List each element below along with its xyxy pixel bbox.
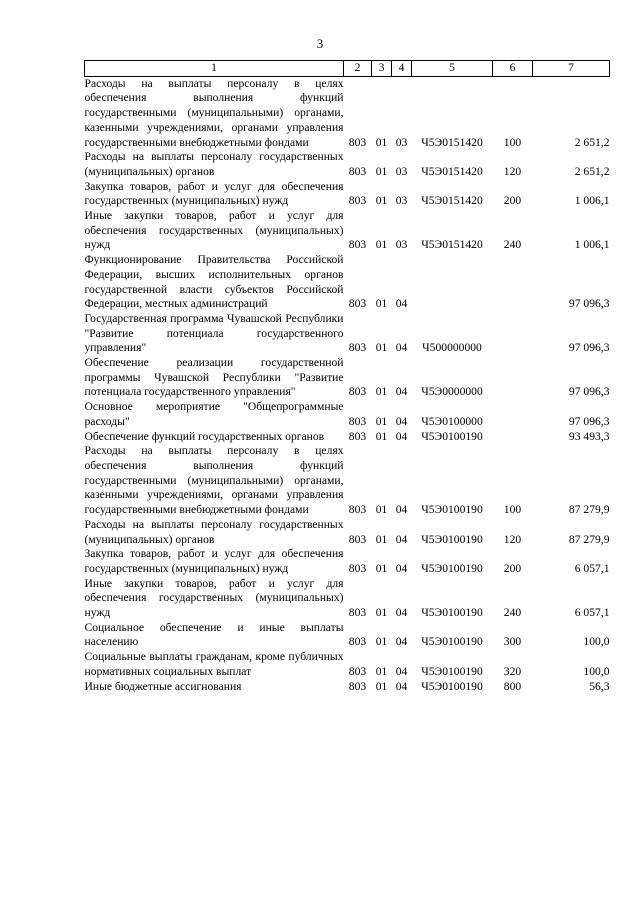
- cell-pr: 04: [395, 429, 408, 443]
- cell-sum: 87 279,9: [568, 503, 610, 517]
- column-header: 4: [392, 61, 412, 77]
- cell-rz: 01: [375, 238, 388, 252]
- cell-csr: Ч5Э0100190: [421, 503, 483, 517]
- cell-gr: 803: [348, 135, 367, 149]
- cell-vr: 300: [503, 635, 522, 649]
- cell-rz: 01: [375, 561, 388, 575]
- table-row: [85, 253, 610, 312]
- table-row: [85, 621, 610, 650]
- table-row: [85, 547, 610, 576]
- cell-sum: 2 651,2: [574, 135, 610, 149]
- cell-pr: 04: [395, 606, 408, 620]
- column-header: 6: [493, 61, 533, 77]
- cell-pr: 03: [395, 194, 408, 208]
- cell-csr: Ч5Э0151420: [421, 135, 483, 149]
- table-row: [85, 444, 610, 518]
- cell-pr: 04: [395, 679, 408, 693]
- cell-name: Расходы на выплаты персоналу государственных (муниципальных) органов: [84, 150, 344, 178]
- table-row: [85, 312, 610, 356]
- cell-sum: 1 006,1: [574, 238, 610, 252]
- column-header: 5: [412, 61, 493, 77]
- cell-gr: 803: [348, 341, 367, 355]
- table-row: [85, 76, 610, 150]
- cell-pr: 04: [395, 341, 408, 355]
- cell-gr: 803: [348, 164, 367, 178]
- cell-pr: 04: [395, 561, 408, 575]
- table-row: [85, 430, 610, 445]
- cell-name: Социальное обеспечение и иные выплаты населению: [84, 620, 344, 649]
- cell-pr: 03: [395, 238, 408, 252]
- column-header: 1: [85, 61, 344, 77]
- cell-csr: Ч5Э0151420: [421, 194, 483, 208]
- cell-vr: [493, 356, 533, 400]
- cell-name: Расходы на выплаты персоналу в целях обеспечения выполнения функций государственными (муниципальными) органами, казенными учреждениями, органами управления государственными внебюджетными фондами: [84, 444, 344, 517]
- cell-vr: 800: [503, 679, 522, 693]
- cell-csr: Ч5Э0100190: [421, 664, 483, 678]
- cell-pr: 04: [395, 532, 408, 546]
- cell-sum: 1 006,1: [574, 194, 610, 208]
- cell-name: Основное мероприятие "Общепрограммные расходы": [84, 400, 344, 428]
- cell-csr: [412, 253, 493, 312]
- table-row: [85, 518, 610, 547]
- cell-pr: 04: [395, 414, 408, 428]
- cell-pr: 03: [395, 135, 408, 149]
- table-row: [85, 180, 610, 209]
- cell-name: Обеспечение реализации государственной программы Чувашской Республики "Развитие потенциала государственного управления": [84, 356, 344, 399]
- cell-rz: 01: [375, 503, 388, 517]
- cell-gr: 803: [348, 503, 367, 517]
- cell-vr: [493, 400, 533, 429]
- cell-name: Государственная программа Чувашской Республики "Развитие потенциала государственного управления": [84, 311, 344, 355]
- cell-sum: 97 096,3: [568, 341, 610, 355]
- cell-pr: 03: [395, 164, 408, 178]
- cell-vr: 200: [503, 194, 522, 208]
- cell-vr: 240: [503, 238, 522, 252]
- cell-name: Иные закупки товаров, работ и услуг для обеспечения государственных (муниципальных) нужд: [84, 209, 344, 252]
- cell-name: Расходы на выплаты персоналу в целях обеспечения выполнения функций государственными (муниципальными) органами, казенными учреждениями, органами управления государственными внебюджетными фондами: [84, 76, 344, 149]
- page-number: 3: [316, 36, 324, 51]
- cell-csr: Ч5Э0100190: [421, 429, 483, 443]
- cell-gr: 803: [348, 561, 367, 575]
- cell-gr: 803: [348, 606, 367, 620]
- cell-rz: 01: [375, 194, 388, 208]
- cell-sum: 6 057,1: [574, 561, 610, 575]
- cell-sum: 100,0: [583, 635, 610, 649]
- cell-gr: 803: [348, 297, 367, 311]
- cell-csr: Ч500000000: [422, 341, 482, 355]
- cell-name: Закупка товаров, работ и услуг для обеспечения государственных (муниципальных) нужд: [84, 547, 344, 575]
- cell-vr: [493, 312, 533, 356]
- cell-csr: Ч5Э0100000: [421, 414, 483, 428]
- cell-rz: 01: [375, 606, 388, 620]
- cell-name: Иные закупки товаров, работ и услуг для обеспечения государственных (муниципальных) нужд: [84, 576, 344, 620]
- budget-table: [84, 60, 610, 694]
- cell-vr: 120: [503, 532, 522, 546]
- cell-name: Обеспечение функций государственных органов: [84, 429, 325, 443]
- cell-rz: 01: [375, 429, 388, 443]
- column-header: 7: [533, 61, 610, 77]
- cell-csr: Ч5Э0100190: [421, 561, 483, 575]
- cell-name: Функционирование Правительства Российской Федерации, высших исполнительных органов государственной власти субъектов Российской Федерации, местных администраций: [84, 253, 344, 311]
- cell-vr: 320: [503, 664, 522, 678]
- cell-gr: 803: [348, 414, 367, 428]
- cell-gr: 803: [348, 679, 367, 693]
- cell-sum: 97 096,3: [568, 297, 610, 311]
- table-row: [85, 356, 610, 400]
- cell-sum: 93 493,3: [568, 429, 610, 443]
- cell-vr: 120: [503, 164, 522, 178]
- column-header: 3: [372, 61, 392, 77]
- cell-csr: Ч5Э0100190: [421, 606, 483, 620]
- cell-sum: 97 096,3: [568, 414, 610, 428]
- cell-csr: Ч5Э0000000: [421, 385, 483, 399]
- cell-pr: 04: [395, 503, 408, 517]
- cell-rz: 01: [375, 385, 388, 399]
- cell-csr: Ч5Э0151420: [421, 238, 483, 252]
- cell-pr: 04: [395, 635, 408, 649]
- cell-name: Расходы на выплаты персоналу государственных (муниципальных) органов: [84, 517, 344, 546]
- table-header-row: [85, 61, 610, 77]
- cell-csr: Ч5Э0100190: [421, 635, 483, 649]
- table-row: [85, 577, 610, 621]
- cell-csr: Ч5Э0151420: [421, 164, 483, 178]
- cell-gr: 803: [348, 385, 367, 399]
- cell-sum: 100,0: [583, 664, 610, 678]
- cell-rz: 01: [375, 532, 388, 546]
- cell-sum: 6 057,1: [574, 606, 610, 620]
- cell-name: Иные бюджетные ассигнования: [84, 679, 242, 693]
- cell-sum: 97 096,3: [568, 385, 610, 399]
- table-row: [85, 400, 610, 429]
- cell-vr: 100: [503, 503, 522, 517]
- cell-gr: 803: [348, 194, 367, 208]
- cell-rz: 01: [375, 164, 388, 178]
- cell-name: Социальные выплаты гражданам, кроме публичных нормативных социальных выплат: [84, 650, 344, 678]
- cell-rz: 01: [375, 341, 388, 355]
- cell-rz: 01: [375, 414, 388, 428]
- cell-sum: 87 279,9: [568, 532, 610, 546]
- cell-vr: [493, 430, 533, 445]
- cell-sum: 2 651,2: [574, 164, 610, 178]
- column-header: 2: [344, 61, 372, 77]
- cell-gr: 803: [348, 532, 367, 546]
- cell-vr: 100: [503, 135, 522, 149]
- cell-rz: 01: [375, 635, 388, 649]
- cell-sum: 56,3: [589, 679, 610, 693]
- cell-pr: 04: [395, 385, 408, 399]
- cell-vr: 200: [503, 561, 522, 575]
- cell-vr: [493, 253, 533, 312]
- cell-pr: 04: [395, 297, 408, 311]
- table-row: [85, 150, 610, 179]
- table-row: [85, 650, 610, 679]
- cell-csr: Ч5Э0100190: [421, 532, 483, 546]
- cell-pr: 04: [395, 664, 408, 678]
- cell-rz: 01: [375, 664, 388, 678]
- cell-name: Закупка товаров, работ и услуг для обеспечения государственных (муниципальных) нужд: [84, 179, 344, 208]
- cell-rz: 01: [375, 135, 388, 149]
- cell-vr: 240: [503, 606, 522, 620]
- table-row: [85, 209, 610, 253]
- cell-rz: 01: [375, 679, 388, 693]
- cell-gr: 803: [348, 664, 367, 678]
- cell-gr: 803: [348, 635, 367, 649]
- cell-csr: Ч5Э0100190: [421, 679, 483, 693]
- table-row: [85, 680, 610, 695]
- cell-gr: 803: [348, 238, 367, 252]
- cell-rz: 01: [375, 297, 388, 311]
- cell-gr: 803: [348, 429, 367, 443]
